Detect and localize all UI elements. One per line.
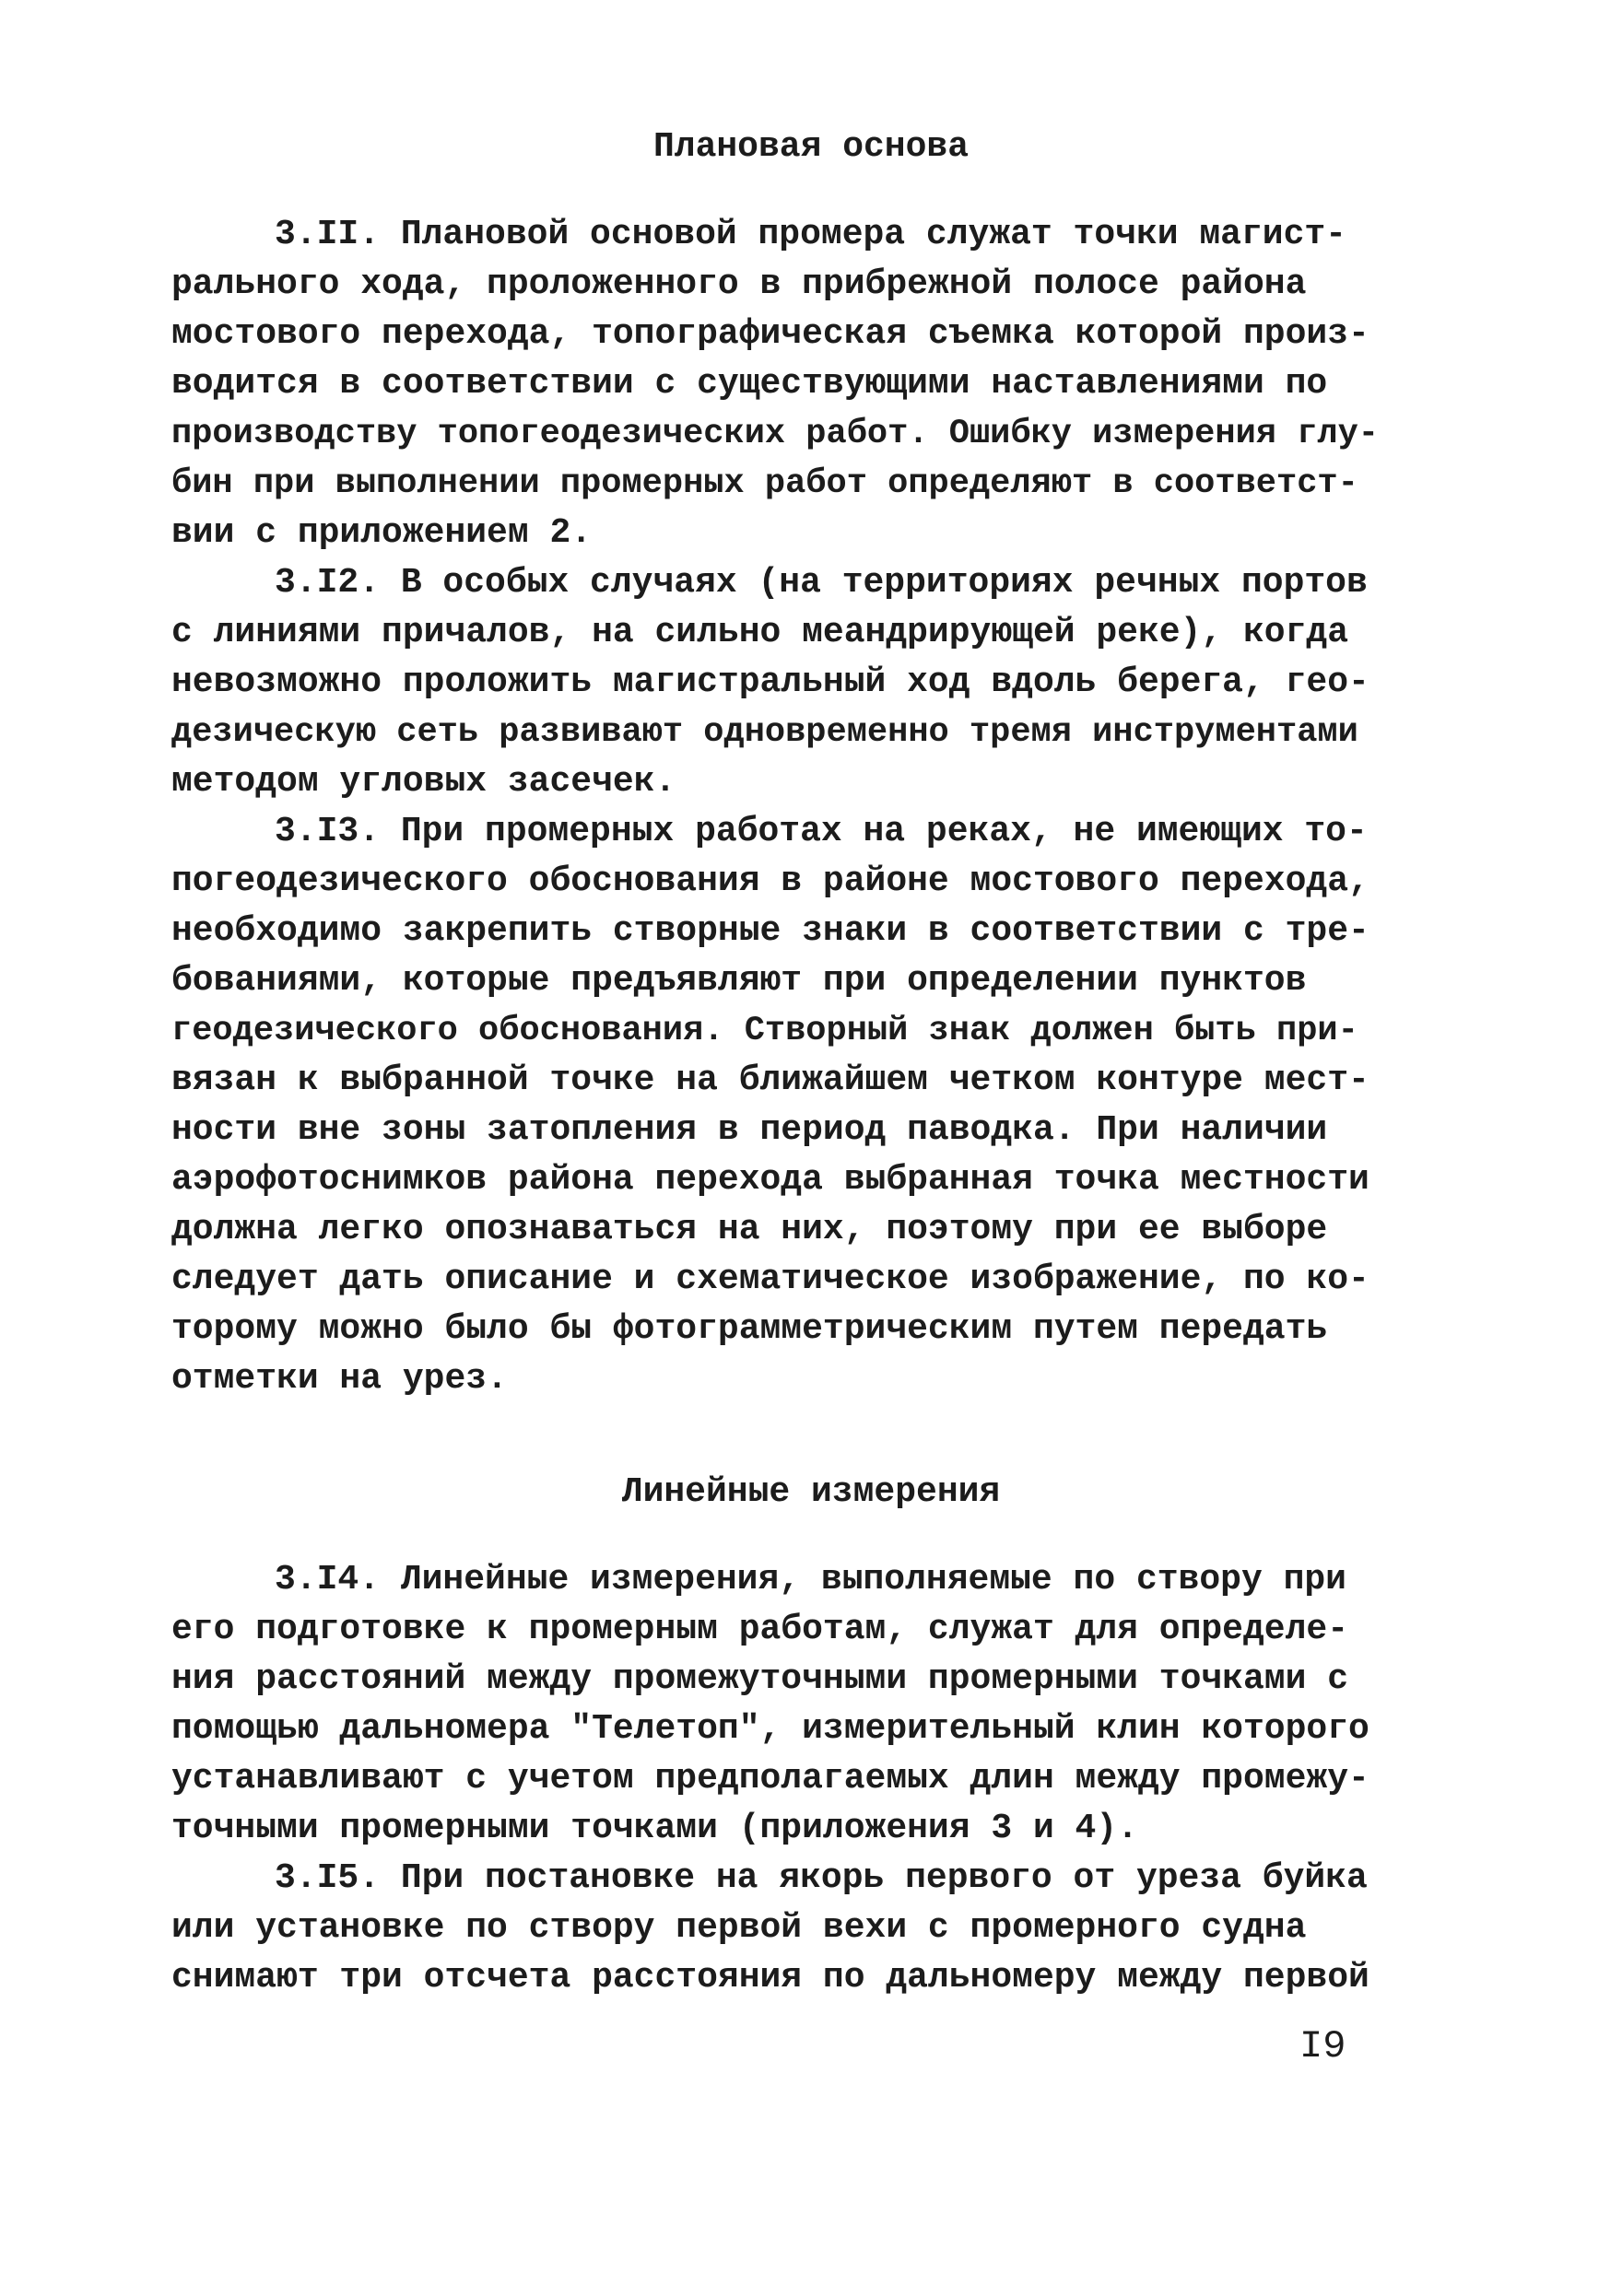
paragraph-line: 3.I2. В особых случаях (на территориях речных портов [275,563,1368,603]
section-heading-plan-basis: Плановая основа [652,127,970,167]
paragraph-line: вии с приложением 2. [171,513,593,553]
paragraph-line: 3.II. Плановой основой промера служат точки магист- [275,215,1346,254]
paragraph-line: ния расстояний между промежуточными промерными точками с [171,1659,1349,1699]
paragraph-line: или установке по створу первой вехи с промерного судна [171,1908,1307,1948]
paragraph-line: погеодезического обоснования в районе мостового перехода, [171,861,1369,901]
paragraph-line: снимают три отсчета расстояния по дальномеру между первой [171,1958,1369,1997]
paragraph-line: с линиями причалов, на сильно меандрирующей реке), когда [171,613,1349,652]
paragraph-line: точными промерными точками (приложения 3 и 4). [171,1809,1138,1848]
paragraph-line: геодезического обоснования. Створный знак должен быть при- [171,1012,1358,1050]
paragraph-line: 3.I4. Линейные измерения, выполняемые по створу при [275,1560,1346,1599]
paragraph-line: помощью дальномера "Телетоп", измерительный клин которого [171,1709,1369,1749]
paragraph-line: 3.I5. При постановке на якорь первого от уреза буйка [275,1858,1368,1898]
paragraph-line: отметки на урез. [171,1359,508,1399]
paragraph-line: должна легко опознаваться на них, поэтому при ее выборе [171,1210,1328,1249]
paragraph-line: следует дать описание и схематическое изображение, по ко- [171,1259,1369,1299]
paragraph-line: производству топогеодезических работ. Ошибку измерения глу- [171,415,1380,453]
paragraph-line: невозможно проложить магистральный ход вдоль берега, гео- [171,662,1369,702]
paragraph-line: мостового перехода, топографическая съемка которой произ- [171,314,1369,354]
paragraph-line: устанавливают с учетом предполагаемых длин между промежу- [171,1759,1369,1798]
paragraph-line: 3.I3. При промерных работах на реках, не имеющих то- [275,812,1368,851]
paragraph-line: бин при выполнении промерных работ определяют в соответст- [171,464,1358,503]
paragraph-line: вязан к выбранной точке на ближайшем четком контуре мест- [171,1060,1369,1100]
paragraph-line: водится в соответствии с существующими наставлениями по [171,364,1328,404]
paragraph-line: методом угловых засечек. [171,762,676,802]
paragraph-line: аэрофотоснимков района перехода выбранная точка местности [171,1160,1369,1200]
page-number: I9 [1299,2024,1346,2068]
paragraph-line: ности вне зоны затопления в период паводка. При наличии [171,1110,1328,1150]
section-heading-linear-measurements: Линейные измерения [621,1472,1001,1512]
paragraph-line: бованиями, которые предъявляют при определении пунктов [171,961,1307,1001]
paragraph-line: необходимо закрепить створные знаки в соответствии с тре- [171,911,1369,951]
paragraph-line: его подготовке к промерным работам, служат для определе- [171,1610,1349,1649]
paragraph-line: торому можно было бы фотограмметрическим путем передать [171,1309,1328,1349]
paragraph-line: рального хода, проложенного в прибрежной полосе района [171,264,1307,304]
paragraph-line: дезическую сеть развивают одновременно тремя инструментами [171,713,1358,752]
